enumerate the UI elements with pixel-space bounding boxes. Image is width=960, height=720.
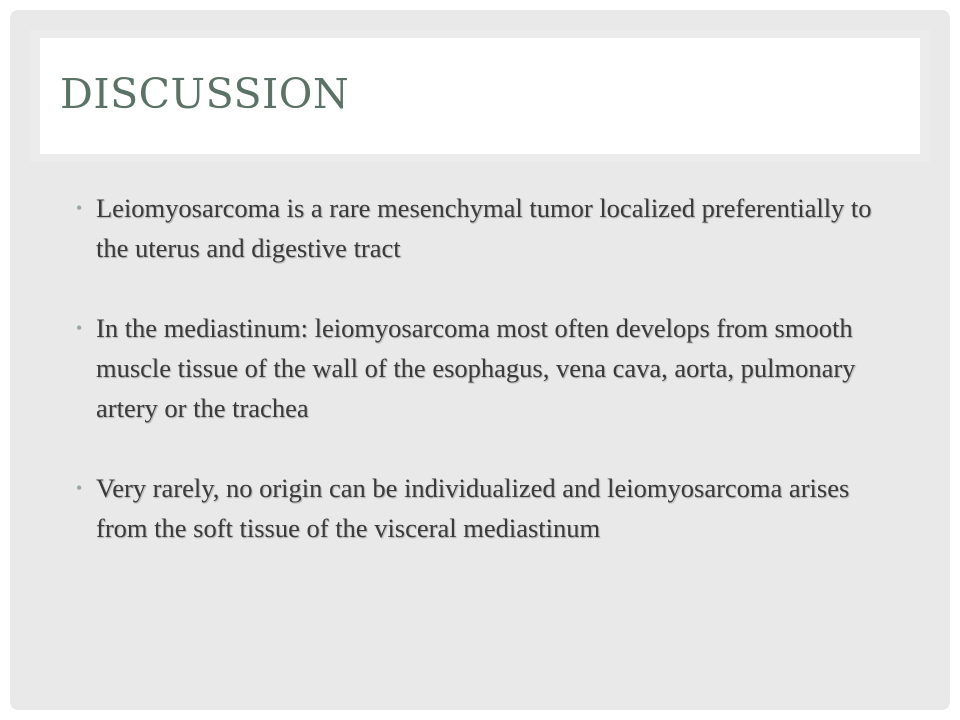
title-band (30, 30, 930, 162)
title-box (40, 38, 920, 154)
bullet-text: In the mediastinum: leiomyosarcoma most often develops from smooth muscle tissue of the wall of the esophagus, vena cava, aorta, pulmonary artery or the trachea (96, 313, 856, 423)
bullet-dot-icon: • (76, 478, 83, 498)
bullet-text: Very rarely, no origin can be individualized and leiomyosarcoma arises from the soft tissue of the visceral mediastinum (96, 473, 850, 543)
slide-title: DISCUSSION (60, 70, 350, 118)
slide (10, 10, 950, 710)
bullet-dot-icon: • (76, 198, 83, 218)
bullet-text: Leiomyosarcoma is a rare mesenchymal tumor localized preferentially to the uterus and digestive tract (96, 193, 872, 263)
bullet-item (76, 308, 906, 428)
bullet-item (76, 188, 906, 268)
bullet-dot-icon: • (76, 318, 83, 338)
bullet-item (76, 468, 906, 548)
bullet-list (76, 188, 906, 548)
